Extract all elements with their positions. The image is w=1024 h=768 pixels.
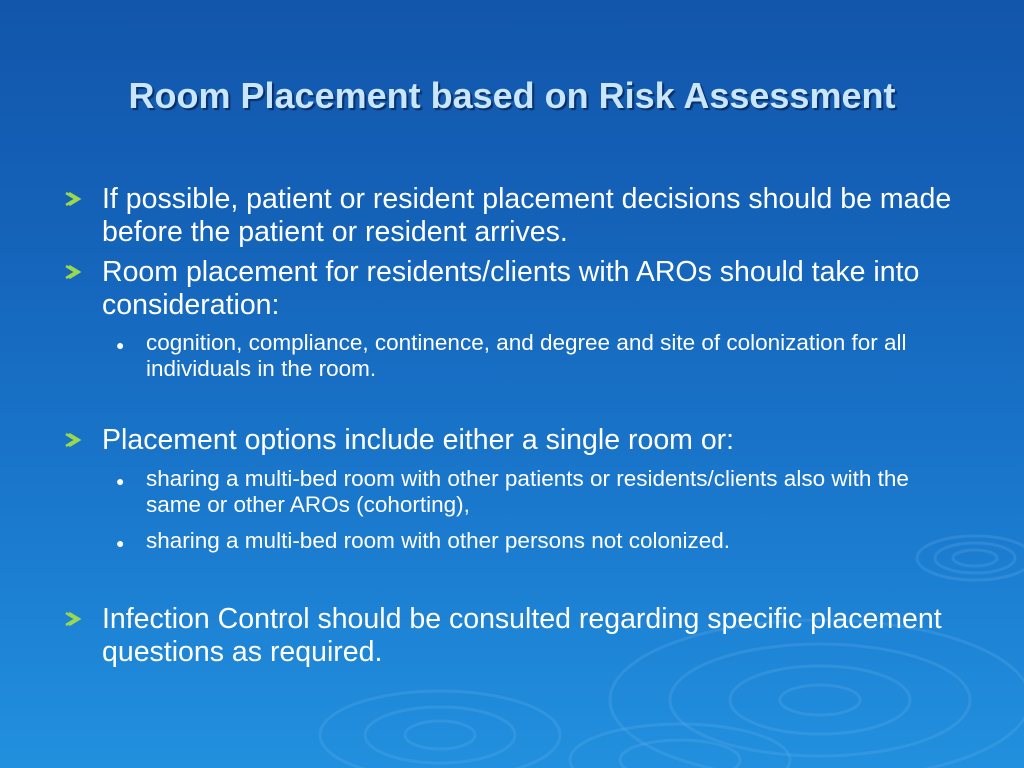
arrowhead-icon <box>62 604 84 634</box>
sub-bullet-text: cognition, compliance, continence, and degree and site of colonization for all individuals in the room. <box>146 330 907 381</box>
bullet-text: Placement options include either a single room or: <box>102 424 735 456</box>
dot-icon: ● <box>116 473 125 489</box>
arrowhead-icon <box>62 257 84 287</box>
sub-bullet-text: sharing a multi-bed room with other persons not colonized. <box>146 528 731 553</box>
bullet-text: Infection Control should be consulted regarding specific placement questions as required. <box>102 603 942 668</box>
dot-icon: ● <box>116 535 125 551</box>
dot-icon: ● <box>116 337 125 353</box>
arrowhead-icon <box>62 425 84 455</box>
bullet-text: If possible, patient or resident placement decisions should be made before the patient or resident arrives. <box>102 183 952 248</box>
bullet-text: Room placement for residents/clients with AROs should take into consideration: <box>102 256 920 321</box>
sub-bullet-text: sharing a multi-bed room with other patients or residents/clients also with the same or other AROs (cohorting), <box>146 466 909 517</box>
arrowhead-icon <box>62 184 84 214</box>
slide-title: Room Placement based on Risk Assessment <box>128 75 896 116</box>
